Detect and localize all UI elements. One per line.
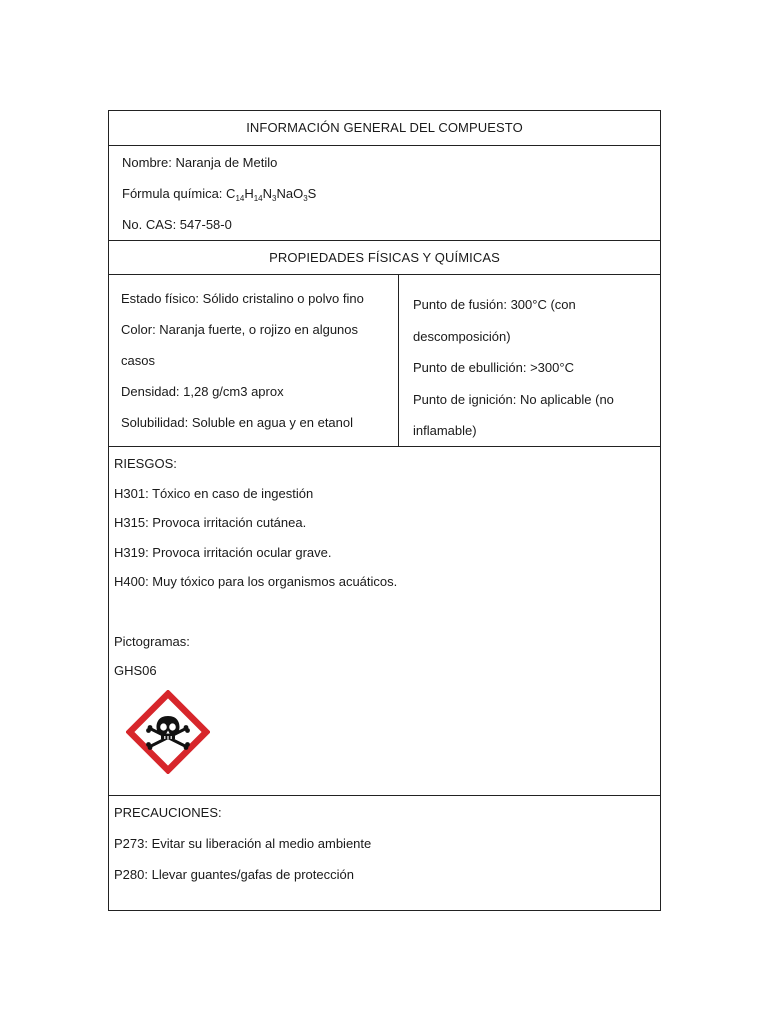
thermal-properties-column [399, 275, 660, 446]
general-info-header [109, 111, 660, 145]
general-info-section [109, 145, 660, 240]
compound-name: Nombre: Naranja de Metilo [122, 155, 278, 170]
formula-element: S [307, 186, 317, 201]
color-property: Color: Naranja fuerte, o rojizo en algunos [121, 322, 359, 337]
properties-header [109, 240, 660, 274]
formula-element: NaO [276, 186, 304, 201]
ignition-point: Punto de ignición: No aplicable (no [413, 391, 614, 407]
ignition-point-cont: inflamable) [413, 423, 477, 438]
precaution-statement: P280: Llevar guantes/gafas de protección [114, 867, 354, 882]
risks-title: RIESGOS: [114, 456, 177, 471]
chemical-formula [122, 185, 660, 216]
precautions-title: PRECAUCIONES: [114, 805, 222, 820]
hazard-statement: H315: Provoca irritación cutánea. [114, 515, 307, 530]
formula-element: H [244, 186, 254, 201]
formula-value [226, 186, 316, 201]
compound-info-sheet [108, 110, 661, 911]
formula-element: C [226, 186, 236, 201]
pictograms-title: Pictogramas: [114, 633, 190, 649]
density-property: Densidad: 1,28 g/cm3 aprox [121, 384, 284, 399]
risks-section [109, 446, 660, 795]
color-property-cont: casos [121, 353, 155, 368]
properties-section [109, 274, 660, 446]
melting-point: Punto de fusión: 300°C (con [413, 297, 576, 312]
formula-subscript: 14 [235, 194, 245, 203]
formula-subscript: 3 [303, 194, 308, 203]
solubility-property: Solubilidad: Soluble en agua y en etanol [121, 415, 354, 430]
hazard-statement: H301: Tóxico en caso de ingestión [114, 485, 314, 501]
formula-label: Fórmula química: [122, 186, 227, 201]
hazard-statement: H400: Muy tóxico para los organismos acuáticos. [114, 574, 398, 589]
melting-point-cont: descomposición) [413, 328, 511, 344]
pictogram-code: GHS06 [114, 663, 157, 678]
formula-element: N [262, 186, 273, 201]
formula-subscript: 14 [253, 194, 263, 203]
precaution-statement: P273: Evitar su liberación al medio ambiente [114, 836, 372, 851]
boiling-point: Punto de ebullición: >300°C [413, 360, 574, 375]
skull-crossbones-icon [126, 690, 210, 774]
precautions-section [109, 795, 660, 910]
physical-state: Estado físico: Sólido cristalino o polvo fino [121, 291, 364, 306]
hazard-statement: H319: Provoca irritación ocular grave. [114, 544, 332, 560]
cas-number: No. CAS: 547-58-0 [122, 217, 232, 232]
properties-title: PROPIEDADES FÍSICAS Y QUÍMICAS [269, 250, 500, 265]
formula-subscript: 3 [272, 194, 277, 203]
general-info-title: INFORMACIÓN GENERAL DEL COMPUESTO [246, 120, 523, 135]
physical-properties-column [109, 275, 399, 446]
